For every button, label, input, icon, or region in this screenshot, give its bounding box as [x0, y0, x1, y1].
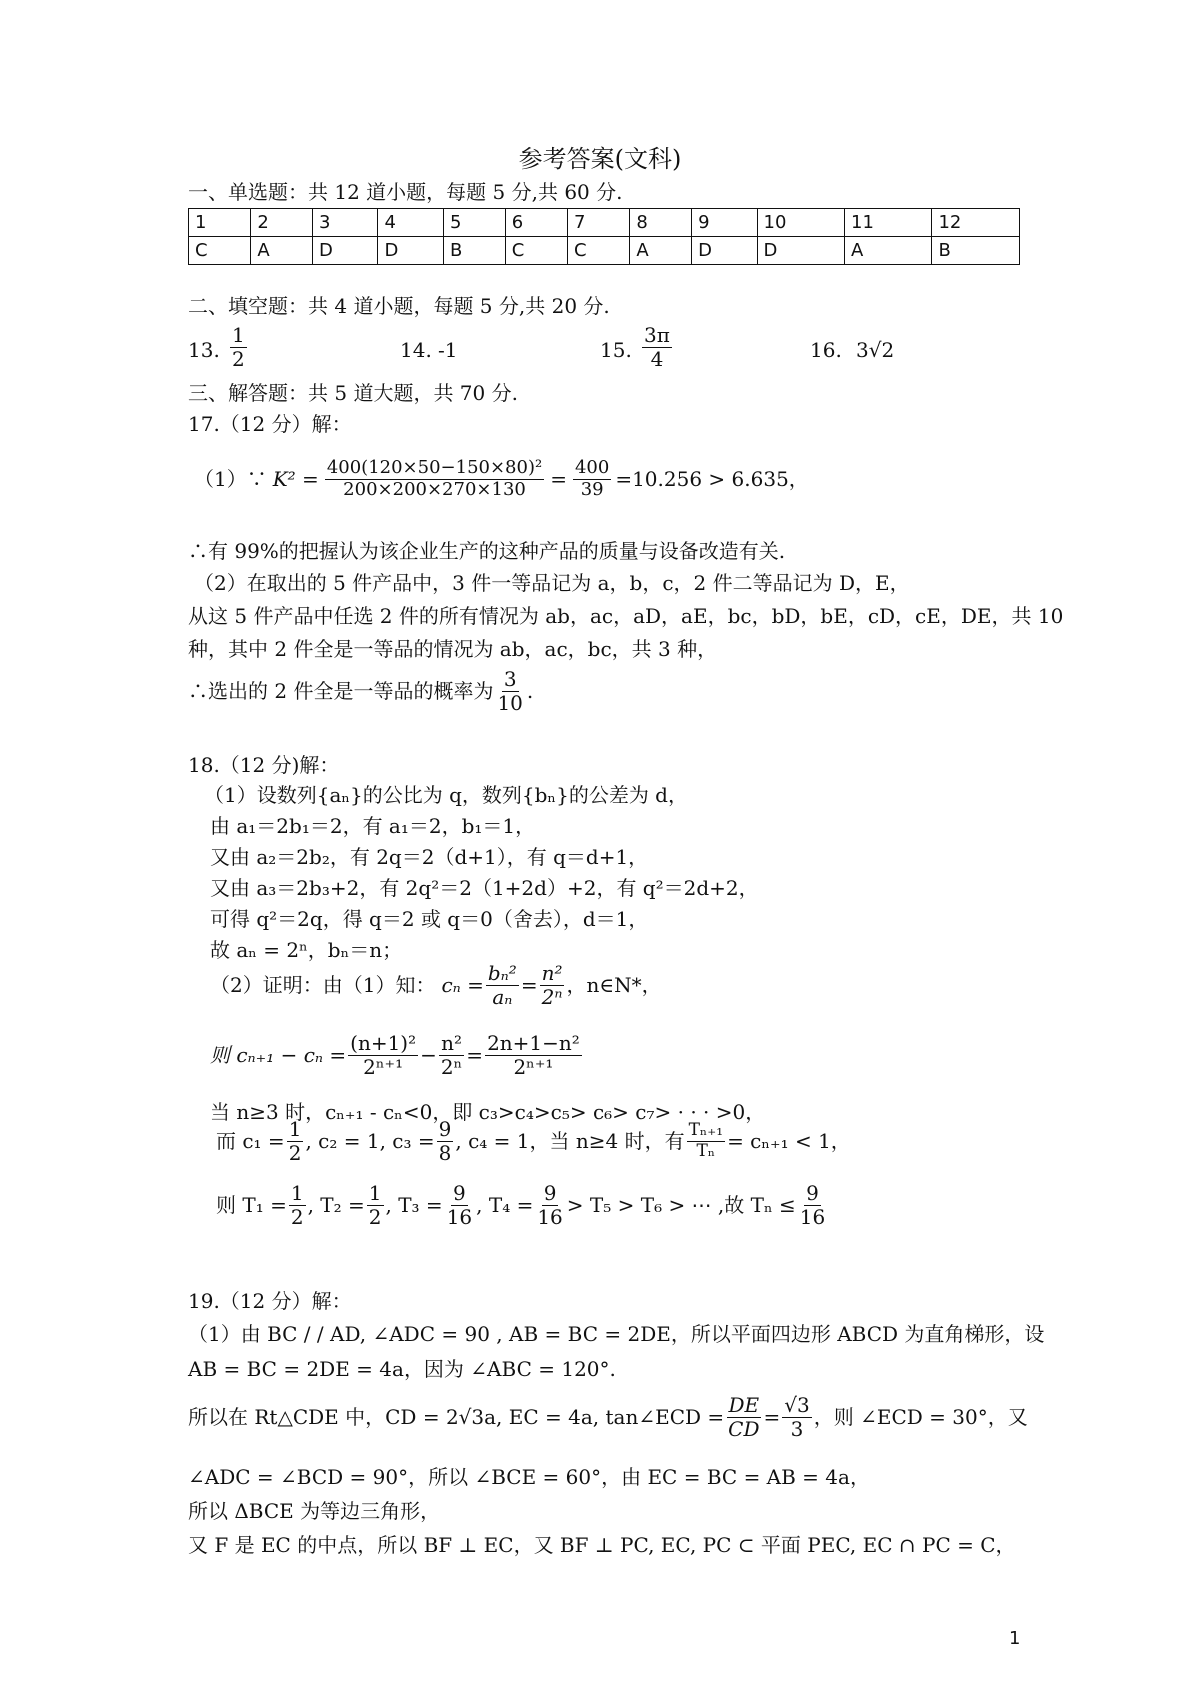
table-cell: D [757, 237, 844, 265]
fraction-numerator: DE [728, 1393, 760, 1417]
table-cell: B [443, 237, 505, 265]
q18-cn-definition [210, 962, 662, 1009]
q13-label: 13. [188, 338, 220, 362]
table-cell: C [568, 237, 630, 265]
period: . [526, 679, 534, 703]
q17-p2-line1: （2）在取出的 5 件产品中，3 件一等品记为 a，b，c，2 件二等品记为 D，E， [194, 571, 910, 595]
q18-line: 由 a₁＝2b₁＝2，有 a₁＝2，b₁＝1， [210, 814, 536, 838]
fraction-denominator: 16 [537, 1205, 563, 1229]
q17-conclusion1: ∴有 99%的把握认为该企业生产的这种产品的质量与设备改造有关. [188, 539, 786, 563]
fraction-denominator: 2 [232, 347, 245, 371]
q19-line: 所以 ΔBCE 为等边三角形， [188, 1499, 441, 1523]
math-fraction [348, 1032, 418, 1079]
fraction-denominator: 2 [368, 1205, 382, 1229]
math-fraction [798, 1182, 827, 1229]
q17-p2-line3: 种，其中 2 件全是一等品的情况为 ab，ac，bc，共 3 种， [188, 637, 718, 661]
q19-line: （1）由 BC / / AD, ∠ADC = 90 , AB = BC = 2DE，所以平面四边形 ABCD 为直角梯形，设 [188, 1322, 1045, 1346]
q17-k2-formula [194, 458, 809, 500]
table-cell: 1 [189, 209, 251, 237]
math-fraction [289, 1182, 306, 1229]
q15-fraction [642, 324, 672, 371]
fraction-numerator: n² [441, 1031, 463, 1055]
q18-line: 可得 q²＝2q，得 q＝2 或 q＝0（舍去），d＝1， [210, 907, 649, 931]
fraction-numerator: 3π [644, 323, 670, 347]
table-cell: 11 [845, 209, 932, 237]
k2-fraction [325, 458, 544, 500]
q18-line: 又由 a₃＝2b₃+2，有 2q²＝2（1+2d）+2，有 q²＝2d+2， [210, 876, 759, 900]
math-text: 则 T₁ = [216, 1193, 287, 1217]
math-text: = cₙ₊₁ < 1， [727, 1129, 851, 1153]
probability-fraction [495, 668, 524, 715]
fraction-denominator: 2 [288, 1141, 302, 1165]
fraction-denominator: CD [728, 1417, 760, 1441]
math-text: , T₄ = [476, 1193, 534, 1217]
k2-lhs: K² = [272, 466, 319, 491]
fraction-denominator: 2 [290, 1205, 304, 1229]
table-cell: 12 [932, 209, 1020, 237]
q19-line: ∠ADC = ∠BCD = 90°，所以 ∠BCE = 60°，由 EC = BC = AB = 4a， [188, 1465, 870, 1489]
fraction-numerator: 1 [232, 323, 245, 347]
page-title: 参考答案(文科) [518, 145, 682, 173]
q18-line: 又由 a₂＝2b₂，有 2q＝2（d+1），有 q＝d+1， [210, 845, 649, 869]
table-cell: C [505, 237, 567, 265]
fraction-denominator: aₙ [492, 985, 513, 1009]
math-fraction [287, 1118, 304, 1165]
fraction-numerator: 2n+1−n² [487, 1031, 580, 1055]
table-cell: D [378, 237, 443, 265]
table-cell: A [630, 237, 692, 265]
math-text: , T₃ = [385, 1193, 443, 1217]
fraction-numerator: n² [541, 961, 563, 985]
fraction-numerator: 9 [806, 1181, 819, 1205]
q17-p2-conclusion: ∴选出的 2 件全是一等品的概率为 [188, 679, 494, 703]
fraction-denominator: 16 [446, 1205, 473, 1229]
fraction-numerator: 3 [503, 667, 517, 691]
answer-table-answer-row [189, 237, 1020, 265]
q18-t-values [216, 1182, 829, 1229]
q18-line: （1）设数列{aₙ}的公比为 q，数列{bₙ}的公差为 d， [204, 783, 688, 807]
math-text: , c₂ = 1, c₃ = [305, 1129, 435, 1153]
math-fraction [445, 1182, 474, 1229]
fraction-denominator: 2ⁿ [440, 1055, 463, 1079]
table-cell: 8 [630, 209, 692, 237]
math-text: , T₂ = [307, 1193, 365, 1217]
page-number: 1 [1009, 1628, 1021, 1649]
math-fraction [782, 1394, 811, 1441]
minus-sign: − [420, 1043, 437, 1067]
fraction-denominator: 8 [438, 1141, 452, 1165]
q14-value: -1 [438, 338, 458, 362]
fraction-denominator: 3 [790, 1417, 804, 1441]
math-text: 所以在 Rt△CDE 中，CD = 2√3a, EC = 4a, tan∠ECD = [188, 1405, 725, 1429]
math-fraction [367, 1182, 384, 1229]
q16-label: 16. [810, 338, 842, 362]
q19-tan-line [188, 1394, 1028, 1441]
fraction-denominator: 2ⁿ⁺¹ [363, 1055, 404, 1079]
q16-value: 3√2 [856, 338, 895, 362]
table-cell: C [189, 237, 251, 265]
q17-probability-line [188, 668, 533, 715]
table-cell: 10 [757, 209, 844, 237]
fraction-numerator: 9 [453, 1181, 466, 1205]
math-text: , c₄ = 1，当 n≥4 时，有 [455, 1129, 685, 1153]
table-cell: 5 [443, 209, 505, 237]
math-text: ，则 ∠ECD = 30°，又 [813, 1405, 1028, 1429]
table-cell: 3 [313, 209, 378, 237]
math-fraction [687, 1121, 725, 1161]
fraction-denominator: 10 [497, 691, 523, 715]
fraction-numerator: 9 [543, 1181, 557, 1205]
fraction-denominator: 2ⁿ [541, 985, 563, 1009]
q18-line: 当 n≥3 时，cₙ₊₁ - cₙ<0，即 c₃>c₄>c₅> c₆> c₇> · · · >0， [210, 1100, 766, 1124]
q18-line: 故 aₙ = 2ⁿ，bₙ＝n； [210, 938, 403, 962]
equals-sign: = [520, 973, 538, 997]
table-cell: 9 [692, 209, 757, 237]
fraction-numerator: bₙ² [487, 961, 517, 985]
q17-p1-label: （1）∵ [194, 466, 267, 491]
table-cell: D [692, 237, 757, 265]
fraction-numerator: (n+1)² [350, 1031, 417, 1055]
fraction-numerator: 1 [368, 1181, 382, 1205]
table-cell: A [845, 237, 932, 265]
section3-heading: 三、解答题：共 5 道大题，共 70 分. [188, 381, 518, 405]
math-fraction [540, 962, 565, 1009]
fraction-numerator: 1 [290, 1181, 304, 1205]
q13-fraction [230, 324, 247, 371]
equals-sign: = [763, 1405, 781, 1429]
fraction-numerator: 9 [438, 1117, 452, 1141]
table-cell: 7 [568, 209, 630, 237]
table-cell: 4 [378, 209, 443, 237]
q17-heading: 17.（12 分）解： [188, 412, 352, 436]
math-fraction [485, 1032, 582, 1079]
math-fraction [437, 1118, 454, 1165]
table-cell: 6 [505, 209, 567, 237]
math-text: ，n∈N*， [566, 973, 662, 997]
fraction-numerator: 400 [574, 457, 610, 478]
math-fraction [726, 1394, 761, 1441]
fraction-denominator: Tₙ [696, 1141, 716, 1161]
k2-rhs: =10.256 > 6.635， [615, 466, 809, 491]
table-cell: D [313, 237, 378, 265]
table-cell: 2 [251, 209, 313, 237]
table-cell: B [932, 237, 1020, 265]
q19-heading: 19.（12 分）解： [188, 1289, 352, 1313]
q19-line: 又 F 是 EC 的中点，所以 BF ⊥ EC，又 BF ⊥ PC, EC, PC ⊂ 平面 PEC, EC ∩ PC = C， [188, 1533, 1016, 1557]
section2-heading: 二、填空题：共 4 道小题，每题 5 分,共 20 分. [188, 294, 610, 318]
fraction-numerator: √3 [784, 1393, 810, 1417]
math-text: 而 c₁ = [216, 1129, 285, 1153]
fraction-denominator: 39 [580, 478, 604, 500]
answer-table [188, 208, 1020, 265]
fraction-denominator: 4 [650, 347, 664, 371]
q14-label: 14. [400, 338, 432, 362]
math-fraction [535, 1182, 564, 1229]
q18-difference [210, 1032, 584, 1079]
fraction-numerator: Tₙ₊₁ [688, 1120, 724, 1141]
math-text: 则 cₙ₊₁ − cₙ = [210, 1043, 347, 1067]
math-text: cₙ = [441, 973, 484, 997]
math-text: > T₅ > T₆ > ⋯ ,故 Tₙ ≤ [566, 1193, 796, 1217]
fraction-denominator: 2ⁿ⁺¹ [513, 1055, 554, 1079]
fraction-numerator: 1 [288, 1117, 302, 1141]
k2-fraction-simplified [573, 458, 611, 500]
math-fraction [439, 1032, 464, 1079]
table-cell: A [251, 237, 313, 265]
q19-line: AB = BC = 2DE = 4a，因为 ∠ABC = 120°. [188, 1357, 616, 1381]
q18-c-values [216, 1118, 851, 1165]
equals-sign: = [550, 466, 567, 491]
q18-line: （2）证明：由（1）知： [210, 973, 436, 997]
answer-table-number-row [189, 209, 1020, 237]
q15-label: 15. [600, 338, 632, 362]
q18-heading: 18.（12 分)解： [188, 753, 340, 777]
fraction-denominator: 16 [799, 1205, 826, 1229]
fraction-denominator: 200×200×270×130 [343, 478, 526, 500]
fraction-numerator: 400(120×50−150×80)² [326, 457, 543, 478]
section1-heading: 一、单选题：共 12 道小题，每题 5 分,共 60 分. [188, 180, 623, 204]
equals-sign: = [466, 1043, 484, 1067]
q17-p2-line2: 从这 5 件产品中任选 2 件的所有情况为 ab，ac，aD，aE，bc，bD，bE，cD，cE，DE，共 10 [188, 604, 1064, 628]
math-fraction [486, 962, 519, 1009]
